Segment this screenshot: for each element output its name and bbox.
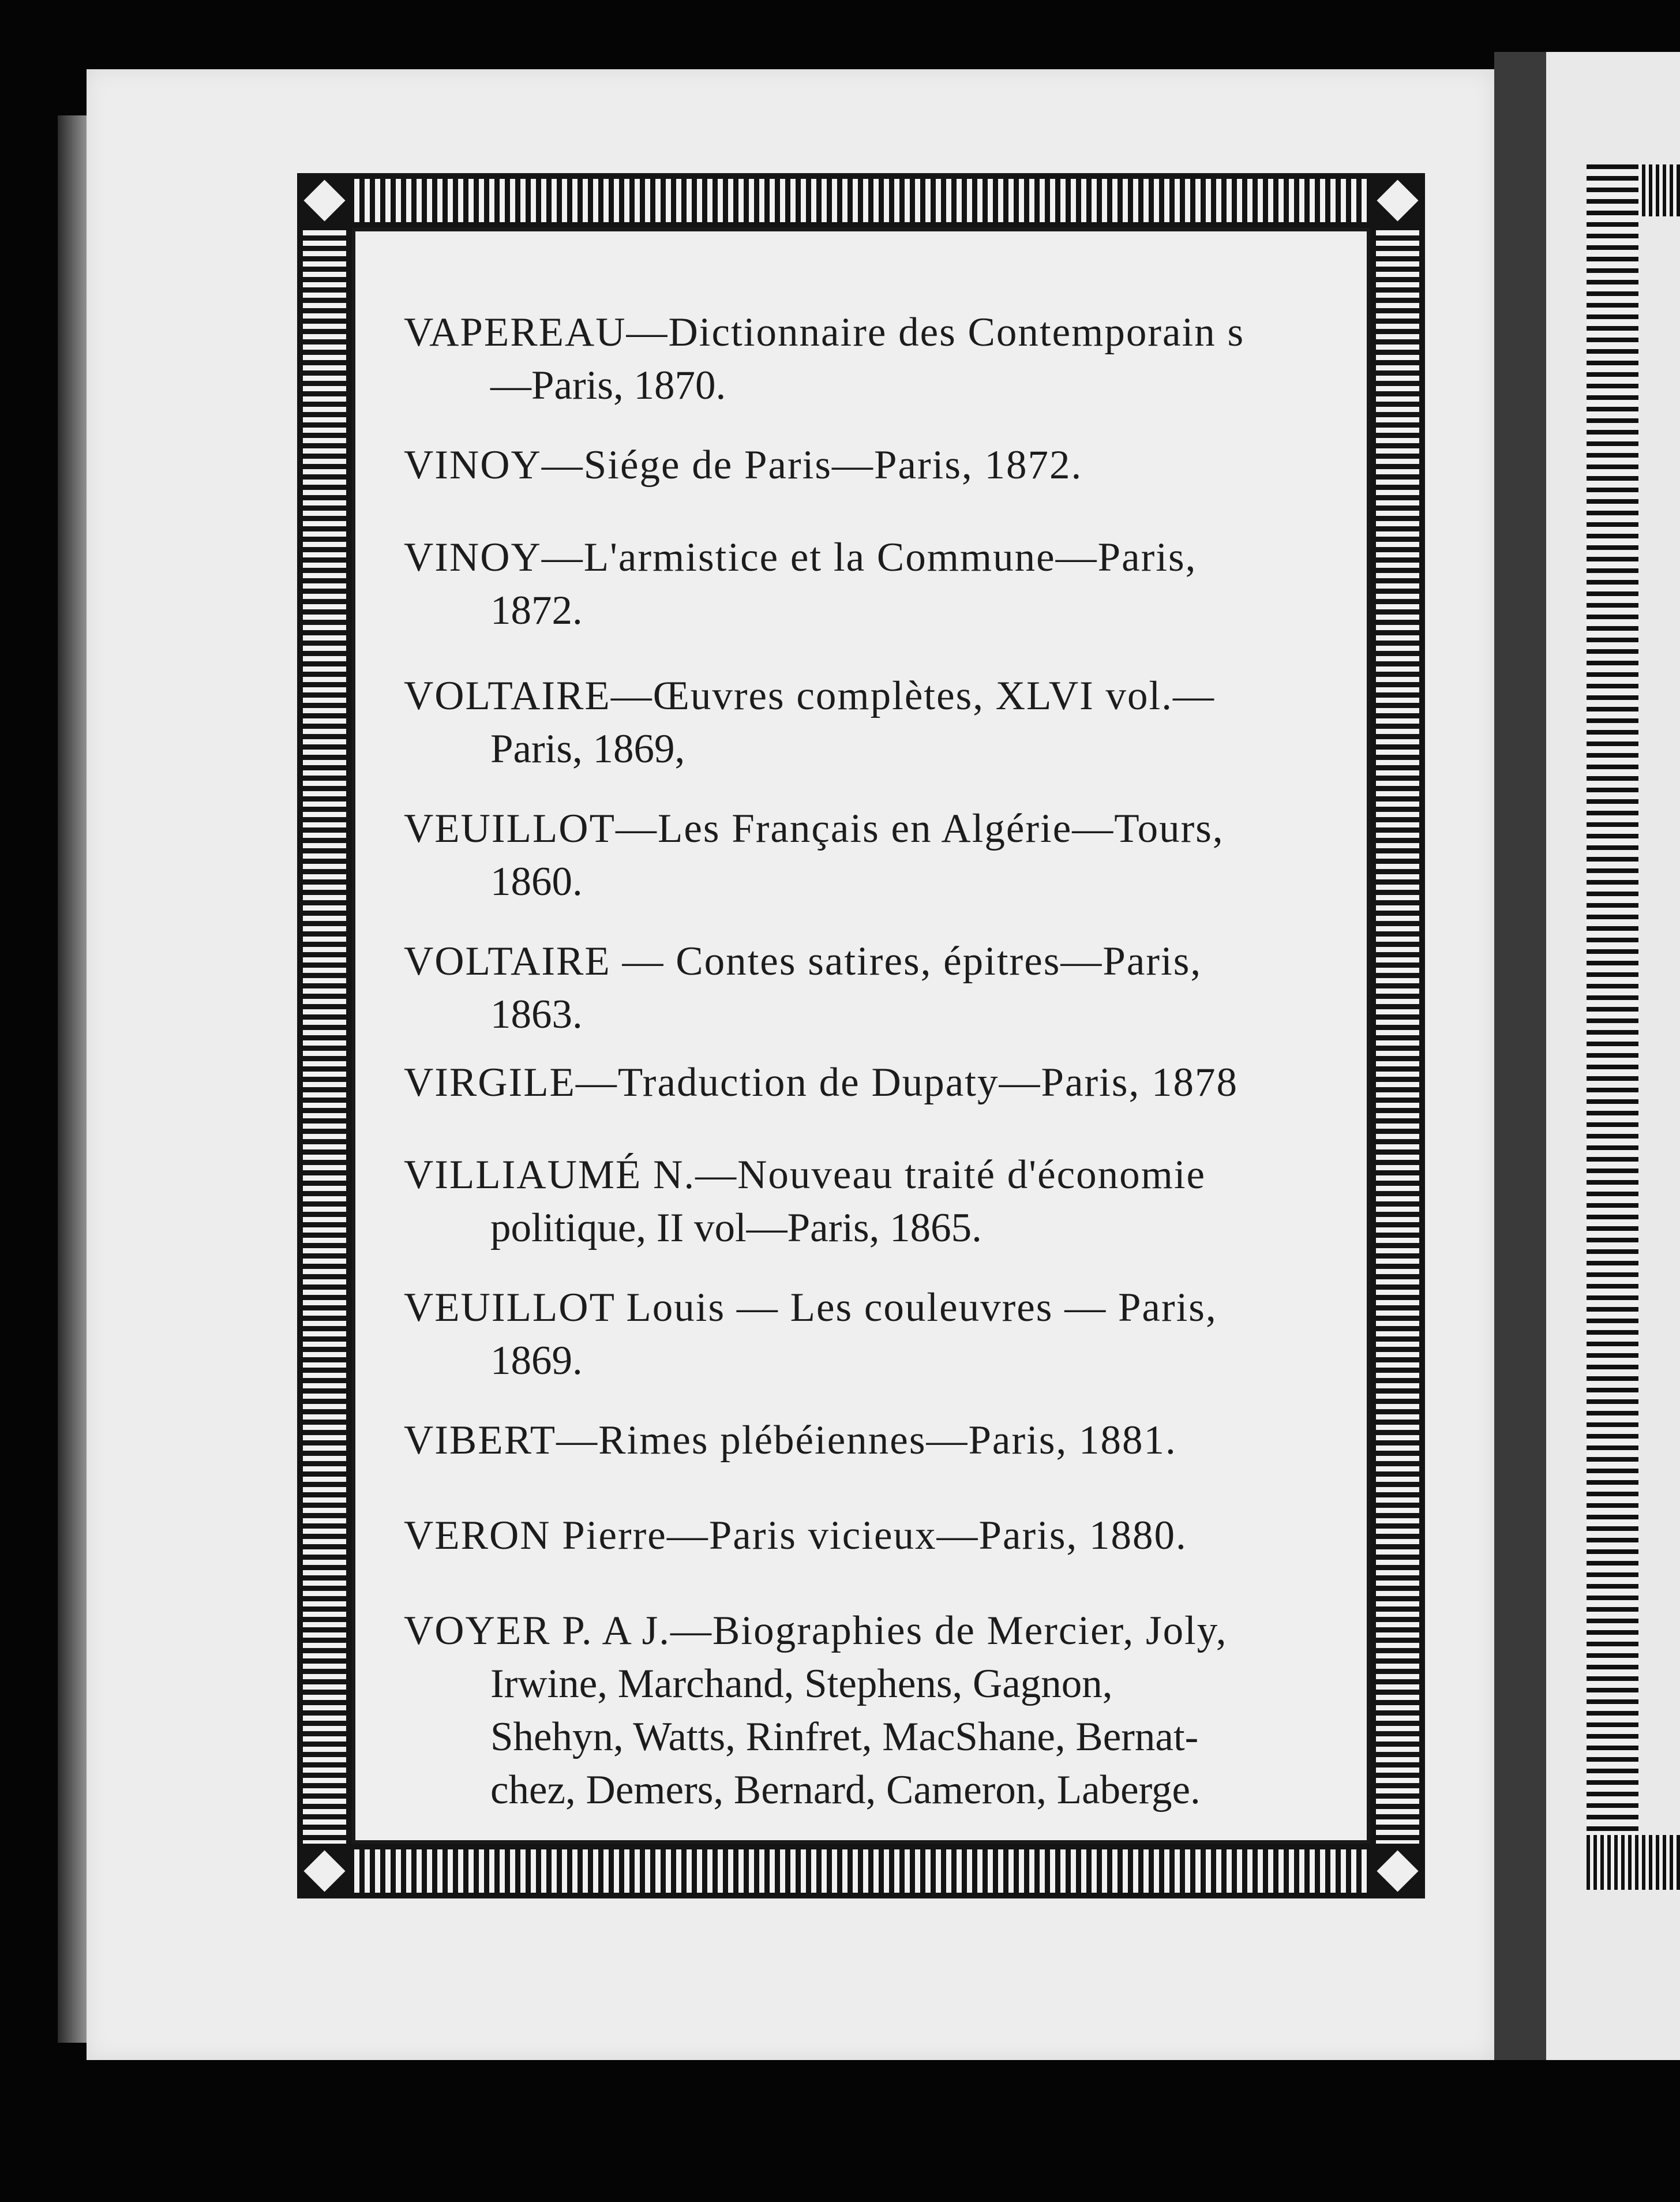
bibliography-entry <box>404 531 1350 637</box>
facing-page-border-bottom <box>1587 1835 1680 1890</box>
bibliography-entry <box>404 1056 1350 1109</box>
entry-line: chez, Demers, Bernard, Cameron, Laberge. <box>490 1767 1201 1812</box>
frame-corner-ornament <box>1370 173 1425 228</box>
facing-page-border-left <box>1587 164 1638 1890</box>
entry-line: VEUILLOT—Les Français en Algérie—Tours, <box>404 806 1224 851</box>
bibliography-entry <box>404 802 1350 908</box>
entry-line: Shehyn, Watts, Rinfret, MacShane, Bernat- <box>490 1714 1199 1759</box>
frame-border-left <box>297 173 352 1898</box>
entry-line: VIRGILE—Traduction de Dupaty—Paris, 1878 <box>404 1060 1238 1105</box>
entry-line: 1863. <box>490 992 583 1037</box>
entry-line: —Paris, 1870. <box>490 363 726 408</box>
frame-corner-ornament <box>1370 1844 1425 1898</box>
entry-line: VERON Pierre—Paris vicieux—Paris, 1880. <box>404 1513 1187 1558</box>
book-gutter <box>1494 52 1546 2060</box>
bibliography-entry <box>404 1414 1350 1467</box>
bibliography-entry <box>404 1281 1350 1387</box>
bibliography-entry <box>404 439 1350 492</box>
frame-corner-ornament <box>297 173 352 228</box>
entry-line: VINOY—Siége de Paris—Paris, 1872. <box>404 443 1083 488</box>
entry-line: politique, II vol—Paris, 1865. <box>490 1205 982 1250</box>
entry-line: VIBERT—Rimes plébéiennes—Paris, 1881. <box>404 1418 1177 1463</box>
entry-line: Paris, 1869, <box>490 726 685 772</box>
bibliography-entry <box>404 669 1350 776</box>
entry-line: VEUILLOT Louis — Les couleuvres — Paris, <box>404 1285 1217 1330</box>
entry-line: VAPEREAU—Dictionnaire des Contemporain s <box>404 310 1245 355</box>
bibliography-entry <box>404 1148 1350 1254</box>
frame-border-top <box>297 173 1425 228</box>
bibliography-entry <box>404 1509 1350 1562</box>
entry-line: 1869. <box>490 1338 583 1383</box>
bibliography-entry <box>404 935 1350 1041</box>
entry-line: Irwine, Marchand, Stephens, Gagnon, <box>490 1661 1113 1706</box>
entry-line: VOYER P. A J.—Biographies de Mercier, Joly, <box>404 1608 1228 1653</box>
entry-line: VINOY—L'armistice et la Commune—Paris, <box>404 535 1197 580</box>
entry-line: 1860. <box>490 859 583 904</box>
frame-border-right <box>1370 173 1425 1898</box>
frame-border-bottom <box>297 1844 1425 1898</box>
entry-line: VOLTAIRE—Œuvres complètes, XLVI vol.— <box>404 673 1216 718</box>
entry-line: VOLTAIRE — Contes satires, épitres—Paris, <box>404 939 1202 984</box>
bibliography-entry <box>404 1604 1350 1817</box>
frame-corner-ornament <box>297 1844 352 1898</box>
bibliography-entry <box>404 306 1350 412</box>
entry-line: 1872. <box>490 588 583 633</box>
entry-line: VILLIAUMÉ N.—Nouveau traité d'économie <box>404 1152 1206 1197</box>
